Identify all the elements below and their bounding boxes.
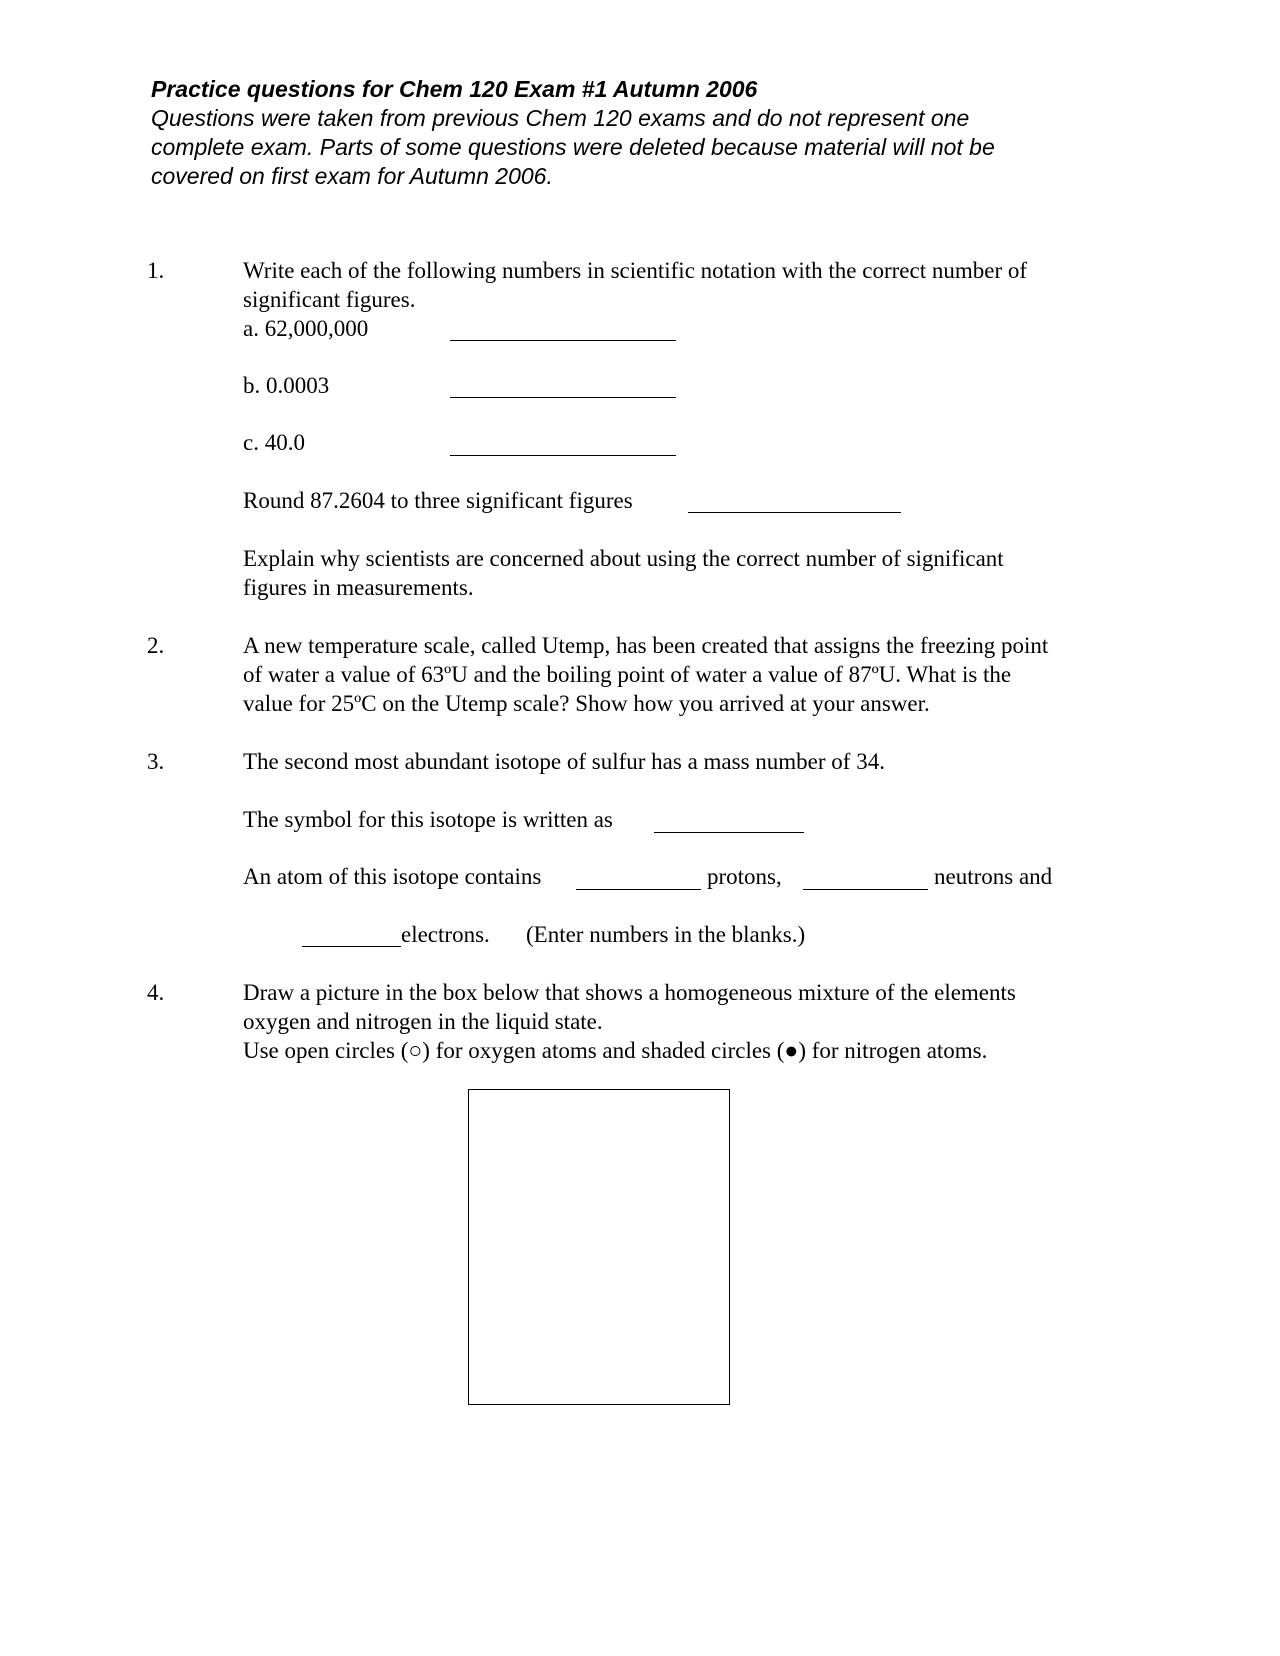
q3-symbol-text: The symbol for this isotope is written as — [243, 807, 613, 832]
q1-round: Round 87.2604 to three significant figures — [243, 488, 633, 513]
q1-item-b: b. 0.0003 — [243, 373, 330, 398]
q1-explain-line-2: figures in measurements. — [243, 575, 474, 600]
q3-electrons-blank[interactable] — [302, 946, 401, 947]
q3-neutrons-blank[interactable] — [803, 889, 928, 890]
page-header — [151, 75, 1131, 191]
intro-line-3: covered on first exam for Autumn 2006. — [151, 163, 553, 189]
drawing-box[interactable] — [468, 1089, 730, 1405]
q3-note: (Enter numbers in the blanks.) — [526, 922, 806, 947]
q1-item-a: a. 62,000,000 — [243, 316, 369, 341]
q1-answer-c-blank[interactable] — [450, 455, 676, 456]
q3-protons-label: protons, — [707, 864, 782, 889]
q4-line-3: Use open circles (○) for oxygen atoms and shaded circles (●) for nitrogen atoms. — [243, 1038, 988, 1063]
q3-neutrons-label: neutrons and — [934, 864, 1053, 889]
q3-line-1: The second most abundant isotope of sulfur has a mass number of 34. — [243, 749, 885, 774]
q1-explain-line-1: Explain why scientists are concerned about using the correct number of significant — [243, 546, 1004, 571]
q1-line-1: Write each of the following numbers in scientific notation with the correct number of — [243, 258, 1028, 283]
q3-symbol-blank[interactable] — [654, 832, 804, 833]
page-title: Practice questions for Chem 120 Exam #1 Autumn 2006 — [151, 76, 758, 102]
q3-number: 3. — [147, 749, 165, 774]
q1-answer-b-blank[interactable] — [450, 397, 676, 398]
intro-line-2: complete exam. Parts of some questions were deleted because material will not be — [151, 134, 995, 160]
q2-line-2: of water a value of 63ºU and the boiling point of water a value of 87ºU. What is the — [243, 662, 1012, 687]
q4-number: 4. — [147, 980, 165, 1005]
q4-line-2: oxygen and nitrogen in the liquid state. — [243, 1009, 603, 1034]
q3-protons-blank[interactable] — [576, 889, 701, 890]
q3-electrons-label: electrons. — [401, 922, 490, 947]
q1-item-c: c. 40.0 — [243, 430, 305, 455]
q1-round-answer-blank[interactable] — [688, 512, 901, 513]
q4-line-1: Draw a picture in the box below that shows a homogeneous mixture of the elements — [243, 980, 1016, 1005]
q3-contains-text: An atom of this isotope contains — [243, 864, 542, 889]
q1-answer-a-blank[interactable] — [450, 340, 676, 341]
q2-line-3: value for 25ºC on the Utemp scale? Show how you arrived at your answer. — [243, 691, 930, 716]
q2-line-1: A new temperature scale, called Utemp, has been created that assigns the freezing point — [243, 633, 1049, 658]
q1-line-2: significant figures. — [243, 287, 416, 312]
intro-line-1: Questions were taken from previous Chem 120 exams and do not represent one — [151, 105, 970, 131]
q2-number: 2. — [147, 633, 165, 658]
q1-number: 1. — [147, 258, 165, 283]
